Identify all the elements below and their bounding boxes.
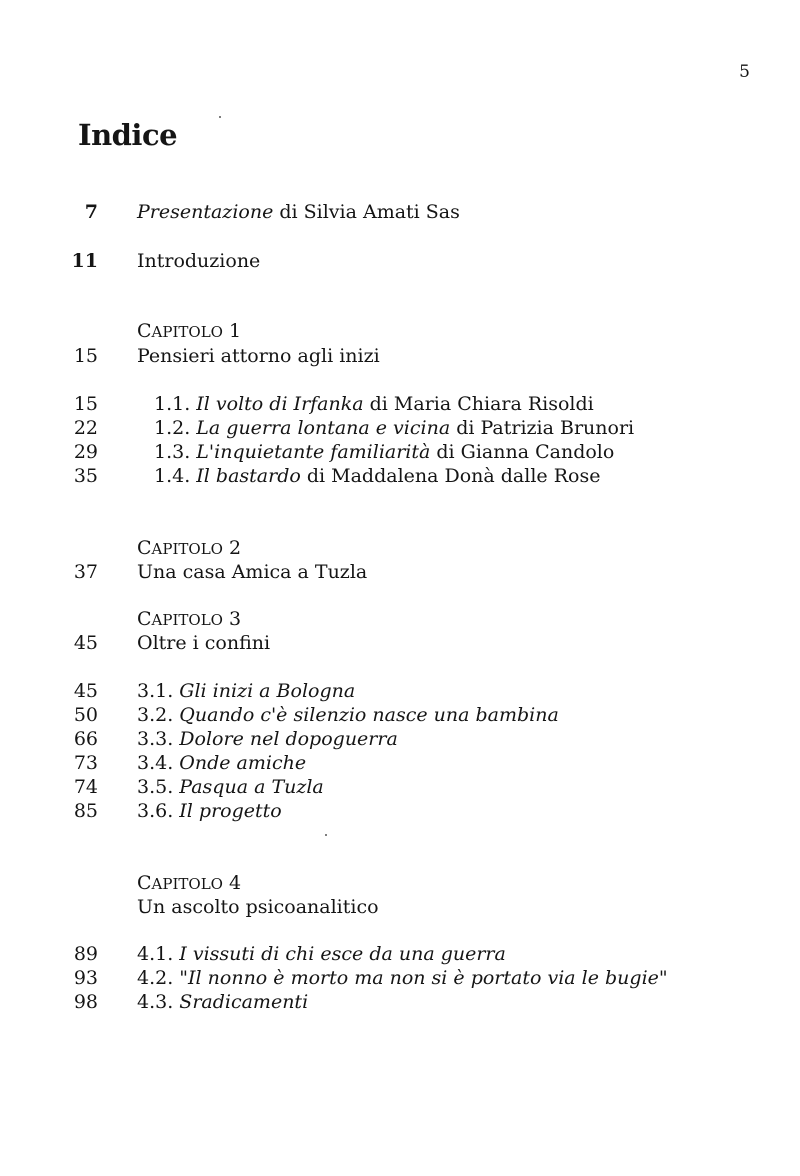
scan-speck [219,116,221,118]
toc-entry-text: 3.1. Gli inizi a Bologna [137,680,356,702]
toc-entry-text: 4.3. Sradicamenti [137,991,309,1013]
toc-entry-section [0,728,800,754]
chapter-title: Pensieri attorno agli inizi [137,345,380,367]
toc-page-number: 11 [71,250,98,272]
toc-entry-text: 1.1. Il volto di Irfanka di Maria Chiara Risoldi [154,393,594,415]
toc-page-number: 7 [84,201,98,223]
toc-entry-section [0,441,800,467]
toc-page-number: 29 [73,441,98,463]
toc-entry-text: 4.1. I vissuti di chi esce da una guerra [137,943,506,965]
toc-entry-text: 3.2. Quando c'è silenzio nasce una bambina [137,704,559,726]
chapter-label: CAPITOLO 3 [137,608,242,630]
chapter-title: Oltre i confini [137,632,271,654]
toc-entry-chapter [0,345,800,371]
toc-page-number: 45 [73,680,98,702]
toc-entry-chapter [0,896,800,922]
chapter-title: Una casa Amica a Tuzla [137,561,368,583]
chapter-label: CAPITOLO 2 [137,537,242,559]
toc-entry-section [0,967,800,993]
toc-page-number: 50 [73,704,98,726]
toc-page-number: 66 [73,728,98,750]
toc-entry-section [0,800,800,826]
toc-entry-text: 4.2. "Il nonno è morto ma non si è portato via le bugie" [137,967,668,989]
toc-entry-text: Introduzione [137,250,261,272]
toc-page-number: 37 [73,561,98,583]
toc-entry-text [137,201,460,223]
toc-page-number: 45 [73,632,98,654]
toc-entry-text: 3.6. Il progetto [137,800,282,822]
toc-page-number: 98 [73,991,98,1013]
toc-entry-section [0,680,800,706]
toc-page-number: 15 [73,393,98,415]
toc-title-italic: Presentazione [137,201,274,223]
toc-page-number: 85 [73,800,98,822]
toc-entry-text: 1.4. Il bastardo di Maddalena Donà dalle Rose [154,465,601,487]
toc-entry-section [0,704,800,730]
chapter-label: CAPITOLO 1 [137,320,242,342]
page-title: Indice [78,118,178,152]
toc-entry-section [0,752,800,778]
toc-entry-text: 1.2. La guerra lontana e vicina di Patrizia Brunori [154,417,635,439]
chapter-title: Un ascolto psicoanalitico [137,896,379,918]
toc-entry-introduzione [0,250,800,276]
toc-entry-section [0,943,800,969]
toc-entry-text: 3.3. Dolore nel dopoguerra [137,728,398,750]
toc-page-number: 22 [73,417,98,439]
toc-page-number: 89 [73,943,98,965]
toc-entry-text: 3.4. Onde amiche [137,752,307,774]
toc-entry-section [0,465,800,491]
toc-page-number: 74 [73,776,98,798]
toc-entry-chapter [0,561,800,587]
toc-page-number: 73 [73,752,98,774]
toc-entry-section [0,776,800,802]
toc-entry-text: 1.3. L'inquietante familiarità di Gianna Candolo [154,441,615,463]
toc-entry-section [0,393,800,419]
toc-page-number: 15 [73,345,98,367]
chapter-label: CAPITOLO 4 [137,872,242,894]
toc-entry-text: 3.5. Pasqua a Tuzla [137,776,324,798]
scan-speck [325,834,327,836]
page-number: 5 [739,62,750,82]
toc-entry-section [0,991,800,1017]
toc-page-number: 93 [73,967,98,989]
toc-entry-chapter [0,632,800,658]
toc-entry-section [0,417,800,443]
toc-page-number: 35 [73,465,98,487]
toc-entry-presentazione [0,201,800,227]
toc-author: di Silvia Amati Sas [273,201,460,223]
